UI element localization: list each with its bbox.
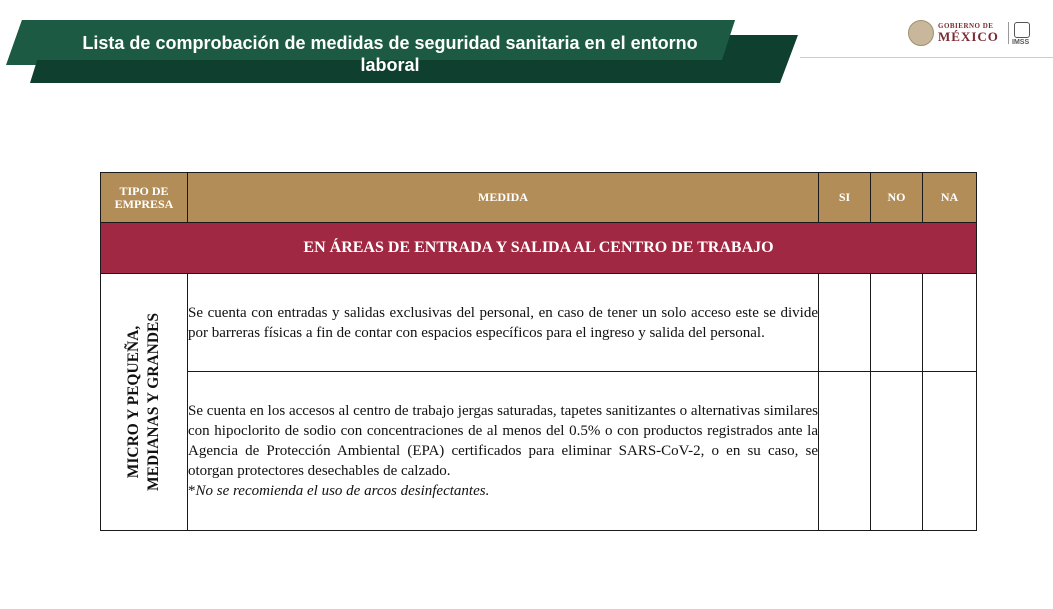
header-medida: MEDIDA	[188, 173, 819, 223]
no-checkbox-cell[interactable]	[871, 274, 923, 372]
measure-text: Se cuenta en los accesos al centro de trabajo jergas saturadas, tapetes sanitizantes o alternativas similares con hipoclorito de sodio con concentraciones de al menos del 0.5% o con productos registrados ante la Agencia de Protección Ambiental (EPA) certificados para eliminar SARS-CoV-2, o en su caso, se otorgan protectores desechables de calzado.	[188, 403, 818, 479]
header-si: SI	[819, 173, 871, 223]
note-mark: *	[188, 483, 196, 499]
checklist-table	[100, 172, 977, 531]
company-type-label	[124, 313, 164, 491]
measure-cell	[188, 372, 819, 531]
section-row	[101, 223, 977, 274]
table-header-row	[101, 173, 977, 223]
company-type-line2: MEDIANAS Y GRANDES	[145, 313, 162, 491]
imss-icon	[1014, 22, 1030, 38]
measure-text: Se cuenta con entradas y salidas exclusivas del personal, en caso de tener un solo acceso este se divide por barreras físicas a fin de contar con espacios específicos para el ingreso y salida del personal.	[188, 274, 819, 372]
imss-label: IMSS	[1012, 39, 1030, 46]
page-title-line2: laboral	[360, 55, 420, 75]
measure-note: No se recomienda el uso de arcos desinfectantes.	[195, 483, 490, 499]
logo-gov-top: GOBIERNO DE	[938, 22, 994, 30]
header-rule	[800, 57, 1053, 58]
eagle-seal-icon	[908, 20, 934, 46]
no-checkbox-cell[interactable]	[871, 372, 923, 531]
title-banner	[0, 0, 800, 90]
company-type-line1: MICRO Y PEQUEÑA,	[125, 325, 142, 479]
na-checkbox-cell[interactable]	[923, 372, 977, 531]
header-na: NA	[923, 173, 977, 223]
table-row	[101, 274, 977, 372]
table-row	[101, 372, 977, 531]
logo-gov-main: MÉXICO	[938, 29, 999, 44]
header-no: NO	[871, 173, 923, 223]
si-checkbox-cell[interactable]	[819, 372, 871, 531]
page-title-line1: Lista de comprobación de medidas de seguridad sanitaria en el entorno	[82, 33, 698, 53]
company-type-cell	[101, 274, 188, 531]
si-checkbox-cell[interactable]	[819, 274, 871, 372]
logo-divider	[1008, 22, 1009, 44]
header-tipo-empresa: TIPO DE EMPRESA	[101, 173, 188, 223]
na-checkbox-cell[interactable]	[923, 274, 977, 372]
page-title	[30, 32, 750, 76]
section-title: EN ÁREAS DE ENTRADA Y SALIDA AL CENTRO DE TRABAJO	[101, 223, 977, 274]
